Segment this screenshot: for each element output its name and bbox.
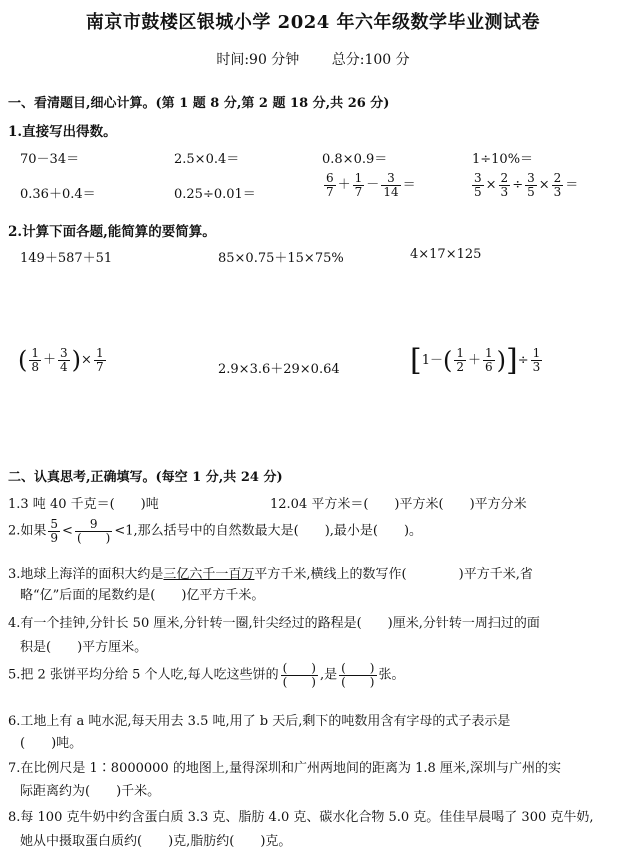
- question-1-1-label: 1.直接写出得数。: [8, 124, 117, 140]
- exam-title: 南京市鼓楼区银城小学 2024 年六年级数学毕业测试卷: [85, 12, 541, 33]
- question-2-7-line2: 际距离约为( )千米。: [20, 784, 161, 799]
- calc-item: 70－34＝: [20, 152, 80, 167]
- exam-time: 时间:90 分钟: [216, 52, 300, 68]
- question-1-2-label: 2.计算下面各题,能简算的要简算。: [8, 224, 216, 240]
- calc-item-fraction-expr-2: [1－( $\frac{1}{2}$ ＋ $\frac{1}{6}$ )]÷ $\frac{1}{3}$: [410, 343, 541, 378]
- question-2-4-line1: 4.有一个挂钟,分针长 50 厘米,分针转一圈,针尖经过的路程是( )厘米,分针转一周扫过的面: [8, 616, 540, 631]
- section-1-title: 一、看清题目,细心计算。(第 1 题 8 分,第 2 题 18 分,共 26 分): [8, 96, 390, 111]
- exam-total-score: 总分:100 分: [331, 52, 410, 68]
- calc-item: 1÷10%＝: [472, 152, 534, 167]
- calc-item: 0.36＋0.4＝: [20, 187, 96, 202]
- calc-item: 4×17×125: [410, 247, 482, 262]
- exam-subtitle: [0, 49, 626, 69]
- question-2-1b: 12.04 平方米＝( )平方米( )平方分米: [270, 497, 527, 512]
- calc-item: 149＋587＋51: [20, 251, 113, 266]
- calc-item: 0.8×0.9＝: [322, 152, 388, 167]
- question-2-8-line2: 她从中摄取蛋白质约( )克,脂肪约( )克。: [20, 834, 292, 849]
- calc-item: 2.9×3.6＋29×0.64: [218, 362, 340, 377]
- question-2-6-line1: 6.工地上有 a 吨水泥,每天用去 3.5 吨,用了 b 天后,剩下的吨数用含有字母的式子表示是: [8, 714, 511, 729]
- question-2-3-line1: 3.地球上海洋的面积大约是三亿六千一百万平方千米,横线上的数写作( )平方千米,省: [8, 567, 533, 582]
- calc-item: 0.25÷0.01＝: [174, 187, 256, 202]
- question-2-3-line2: 略“亿”后面的尾数约是( )亿平方千米。: [20, 588, 265, 603]
- question-2-1a: 1.3 吨 40 千克＝( )吨: [8, 497, 159, 512]
- calc-item: 2.5×0.4＝: [174, 152, 240, 167]
- calc-item-fraction-product: $\frac{3}{5}$ × $\frac{2}{3}$ ÷ $\frac{3}{5}$ × $\frac{2}{3}$ ＝: [474, 171, 579, 199]
- question-2-4-line2: 积是( )平方厘米。: [20, 640, 148, 655]
- question-2-6-line2: ( )吨。: [20, 736, 83, 751]
- question-2-8-line1: 8.每 100 克牛奶中约含蛋白质 3.3 克、脂肪 4.0 克、碳水化合物 5.0 克。佳佳早晨喝了 300 克牛奶,: [8, 810, 594, 825]
- question-2-7-line1: 7.在比例尺是 1∶8000000 的地图上,量得深圳和广州两地间的距离为 1.8 厘米,深圳与广州的实: [8, 761, 562, 776]
- question-2-5: 5.把 2 张饼平均分给 5 个人吃,每人吃这些饼的 $\frac{( )}{( )}$ ,是 $\frac{( )}{( )}$ 张。: [8, 661, 405, 689]
- question-2-2: 2.如果 $\frac{5}{9}$ < $\frac{9}{( )}$ <1,那么括号中的自然数最大是( ),最小是( )。: [8, 517, 423, 545]
- section-2-title: 二、认真思考,正确填写。(每空 1 分,共 24 分): [8, 470, 283, 485]
- calc-item: 85×0.75＋15×75%: [218, 251, 344, 266]
- calc-item-fraction-expr-1: ( $\frac{1}{8}$ ＋ $\frac{3}{4}$ )× $\frac{1}{7}$: [18, 345, 104, 374]
- calc-item-fraction-sum: $\frac{6}{7}$ ＋ $\frac{1}{7}$ － $\frac{3}{14}$ ＝: [326, 171, 416, 199]
